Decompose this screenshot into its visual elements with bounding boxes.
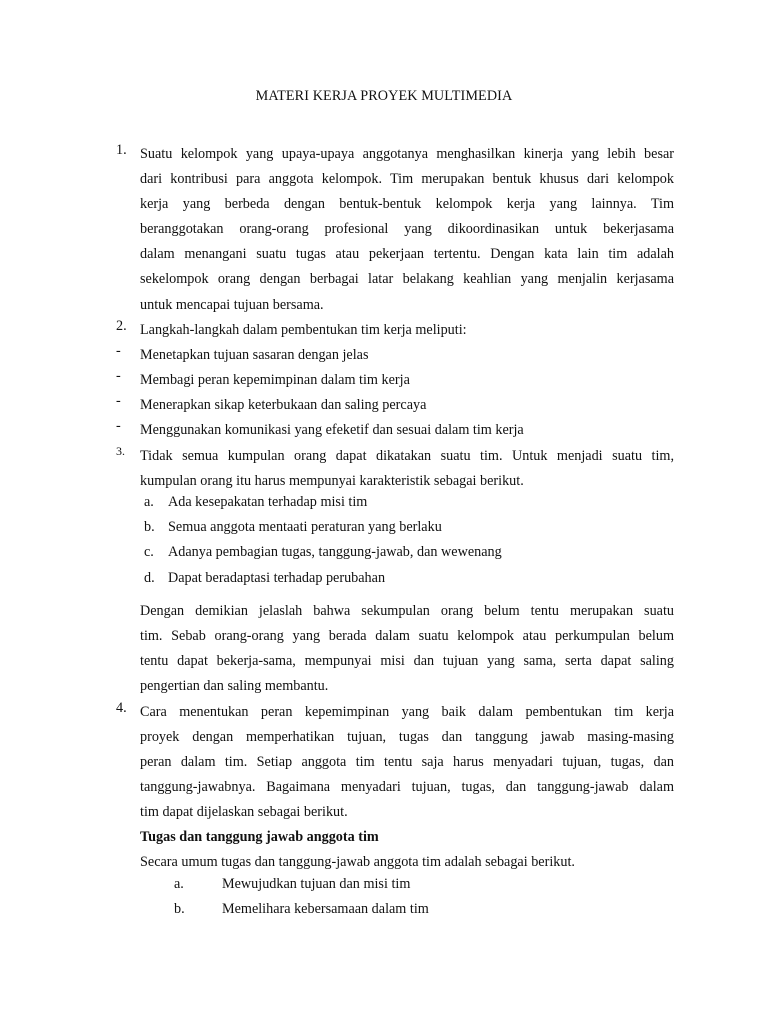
- section-heading: Tugas dan tanggung jawab anggota tim: [140, 829, 379, 845]
- text-line: Dengan demikian jelaslah bahwa sekumpulan orang belum tentu merupakan suatu: [140, 603, 674, 619]
- sub-marker: b.: [174, 901, 185, 917]
- text-line: Langkah-langkah dalam pembentukan tim kerja meliputi:: [140, 322, 467, 338]
- sub-marker: d.: [144, 570, 155, 586]
- list-marker: 2.: [116, 318, 127, 334]
- text-line: Suatu kelompok yang upaya-upaya anggotanya menghasilkan kinerja yang lebih besar: [140, 146, 674, 162]
- text-line: Cara menentukan peran kepemimpinan yang baik dalam pembentukan tim kerja: [140, 704, 674, 720]
- sub-text: Adanya pembagian tugas, tanggung-jawab, dan wewenang: [168, 544, 502, 560]
- sub-text: Mewujudkan tujuan dan misi tim: [222, 876, 411, 892]
- text-line: sekelompok orang dengan berbagai latar belakang keahlian yang menjalin kerjasama: [140, 271, 674, 288]
- document-title: MATERI KERJA PROYEK MULTIMEDIA: [255, 88, 513, 104]
- text-line: dari kontribusi para anggota kelompok. Tim merupakan bentuk khusus dari kelompok: [140, 171, 674, 188]
- list-marker: 3.: [116, 444, 125, 458]
- text-line: proyek dengan memperhatikan tujuan, tugas dan tanggung jawab masing-masing: [140, 729, 674, 746]
- text-line: pengertian dan saling membantu.: [140, 678, 329, 695]
- text-line: tim dapat dijelaskan sebagai berikut.: [140, 804, 348, 821]
- text-line: Menerapkan sikap keterbukaan dan saling percaya: [140, 397, 427, 413]
- sub-item: [174, 876, 410, 893]
- text-line: tentu dapat bekerja-sama, mempunyai misi dan tujuan yang sama, serta dapat saling: [140, 653, 674, 670]
- list-marker: 1.: [116, 142, 127, 158]
- sub-item: [174, 901, 429, 918]
- text-line: Membagi peran kepemimpinan dalam tim kerja: [140, 372, 410, 388]
- sub-text: Ada kesepakatan terhadap misi tim: [168, 494, 368, 510]
- section-intro: Secara umum tugas dan tanggung-jawab anggota tim adalah sebagai berikut.: [140, 854, 575, 870]
- sub-text: Dapat beradaptasi terhadap perubahan: [168, 570, 386, 586]
- text-line: kumpulan orang itu harus mempunyai karakteristik sebagai berikut.: [140, 473, 524, 490]
- sub-item: [144, 494, 367, 511]
- sub-marker: a.: [144, 494, 154, 510]
- text-line: kerja yang berbeda dengan bentuk-bentuk kelompok kerja yang lainnya. Tim: [140, 196, 674, 213]
- item3-closing-paragraph: [140, 599, 674, 699]
- text-line: Menggunakan komunikasi yang efeketif dan sesuai dalam tim kerja: [140, 422, 524, 438]
- list-marker: 4.: [116, 700, 127, 716]
- text-line: dalam menangani suatu tugas atau pekerjaan tertentu. Dengan kata lain tim adalah: [140, 246, 674, 263]
- sub-marker: b.: [144, 519, 155, 535]
- sub-text: Memelihara kebersamaan dalam tim: [222, 901, 429, 917]
- text-line: Menetapkan tujuan sasaran dengan jelas: [140, 347, 369, 363]
- dash-marker: -: [116, 418, 121, 434]
- sub-marker: c.: [144, 544, 154, 560]
- dash-marker: -: [116, 368, 121, 384]
- text-line: tanggung-jawabnya. Bagaimana menyadari tujuan, tugas, dan tanggung-jawab dalam: [140, 779, 674, 796]
- dash-marker: -: [116, 343, 121, 359]
- text-line: peran dalam tim. Setiap anggota tim tentu saja harus menyadari tujuan, tugas, dan: [140, 754, 674, 771]
- sub-item: [144, 544, 502, 561]
- sub-marker: a.: [174, 876, 184, 892]
- text-line: beranggotakan orang-orang profesional yang dikoordinasikan untuk bekerjasama: [140, 221, 674, 238]
- item1-paragraph: [140, 142, 674, 318]
- text-line: tim. Sebab orang-orang yang berada dalam suatu kelompok atau perkumpulan belum: [140, 628, 674, 645]
- sub-item: [144, 519, 442, 536]
- sub-text: Semua anggota mentaati peraturan yang berlaku: [168, 519, 442, 535]
- text-line: untuk mencapai tujuan bersama.: [140, 296, 324, 313]
- dash-marker: -: [116, 393, 121, 409]
- text-line: Tidak semua kumpulan orang dapat dikatakan suatu tim. Untuk menjadi suatu tim,: [140, 448, 674, 464]
- sub-item: [144, 570, 385, 587]
